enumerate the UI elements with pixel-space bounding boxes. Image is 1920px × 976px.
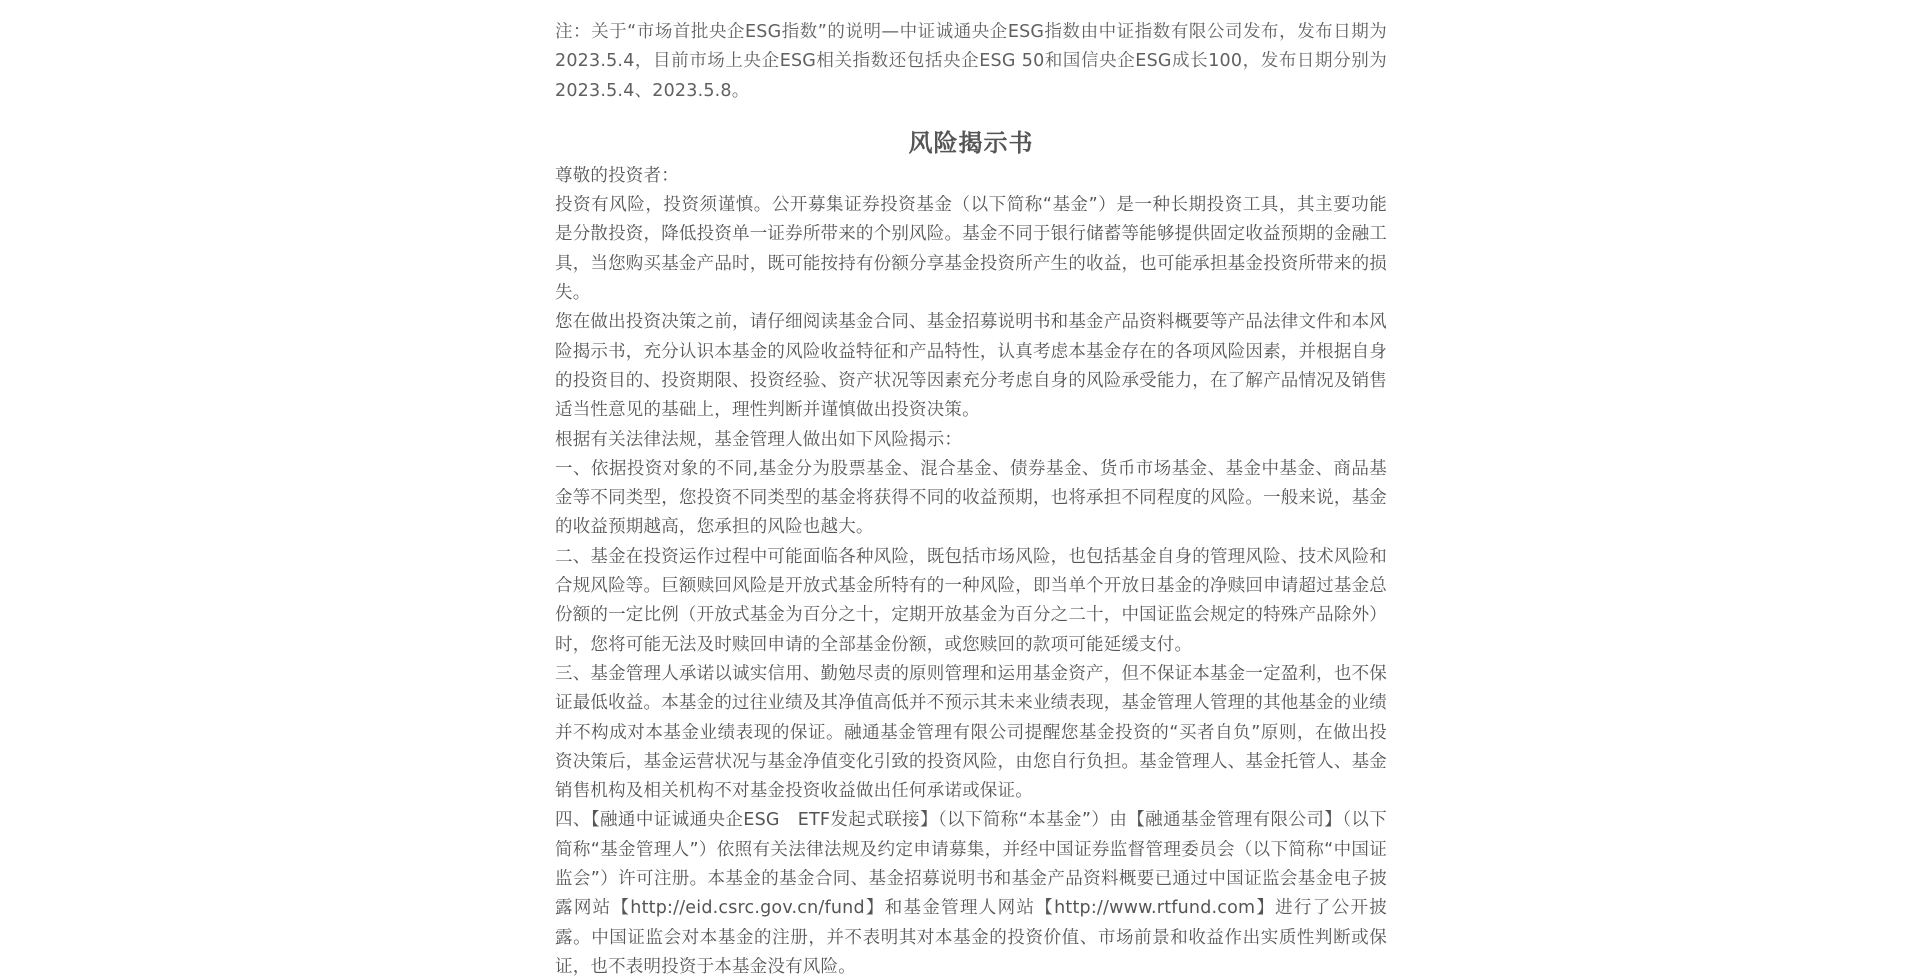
document-column xyxy=(555,18,1387,976)
paragraph-decision: 您在做出投资决策之前，请仔细阅读基金合同、基金招募说明书和基金产品资料概要等产品法律文件和本风险揭示书，充分认识本基金的风险收益特征和产品特性，认真考虑本基金存在的各项风险因素，并根据自身的投资目的、投资期限、投资经验、资产状况等因素充分考虑自身的风险承受能力，在了解产品情况及销售适当性意见的基础上，理性判断并谨慎做出投资决策。 xyxy=(555,312,1387,421)
page-title: 风险揭示书 xyxy=(908,128,1034,157)
paragraph-item-4: 四、【融通中证诚通央企ESG ETF发起式联接】（以下简称“本基金”）由【融通基金管理有限公司】（以下简称“基金管理人”）依照有关法律法规及约定申请募集，并经中国证券监督管理委员会（以下简称“中国证监会”）许可注册。本基金的基金合同、基金招募说明书和基金产品资料概要已通过中国证监会基金电子披露网站【http://eid.csrc.gov.cn/fund】和基金管理人网站【http://www.rtfund.com】进行了公开披露。中国证监会对本基金的注册，并不表明其对本基金的投资价值、市场前景和收益作出实质性判断或保证，也不表明投资于本基金没有风险。 xyxy=(555,810,1387,976)
paragraph-item-3: 三、基金管理人承诺以诚实信用、勤勉尽责的原则管理和运用基金资产，但不保证本基金一定盈利，也不保证最低收益。本基金的过往业绩及其净值高低并不预示其未来业绩表现，基金管理人管理的其他基金的业绩并不构成对本基金业绩表现的保证。融通基金管理有限公司提醒您基金投资的“买者自负”原则，在做出投资决策后，基金运营状况与基金净值变化引致的投资风险，由您自行负担。基金管理人、基金托管人、基金销售机构及相关机构不对基金投资收益做出任何承诺或保证。 xyxy=(555,663,1387,802)
salutation: 尊敬的投资者： xyxy=(555,165,679,186)
esg-index-note: 注：关于“市场首批央企ESG指数”的说明—中证诚通央企ESG指数由中证指数有限公司发布，发布日期为2023.5.4，目前市场上央企ESG相关指数还包括央企ESG 50和国信央企ESG成长100，发布日期分别为2023.5.4、2023.5.8。 xyxy=(555,22,1387,101)
paragraph-intro: 投资有风险，投资须谨慎。公开募集证券投资基金（以下简称“基金”）是一种长期投资工具，其主要功能是分散投资，降低投资单一证券所带来的个别风险。基金不同于银行储蓄等能够提供固定收益预期的金融工具，当您购买基金产品时，既可能按持有份额分享基金投资所产生的收益，也可能承担基金投资所带来的损失。 xyxy=(555,195,1387,304)
paragraph-item-1: 一、依据投资对象的不同,基金分为股票基金、混合基金、债券基金、货币市场基金、基金中基金、商品基金等不同类型，您投资不同类型的基金将获得不同的收益预期，也将承担不同程度的风险。一般来说，基金的收益预期越高，您承担的风险也越大。 xyxy=(555,458,1387,538)
paragraph-item-2: 二、基金在投资运作过程中可能面临各种风险，既包括市场风险，也包括基金自身的管理风险、技术风险和合规风险等。巨额赎回风险是开放式基金所特有的一种风险，即当单个开放日基金的净赎回申请超过基金总份额的一定比例（开放式基金为百分之十，定期开放基金为百分之二十，中国证监会规定的特殊产品除外）时，您将可能无法及时赎回申请的全部基金份额，或您赎回的款项可能延缓支付。 xyxy=(555,546,1387,655)
paragraph-disclosure-lead: 根据有关法律法规，基金管理人做出如下风险揭示： xyxy=(555,429,963,450)
